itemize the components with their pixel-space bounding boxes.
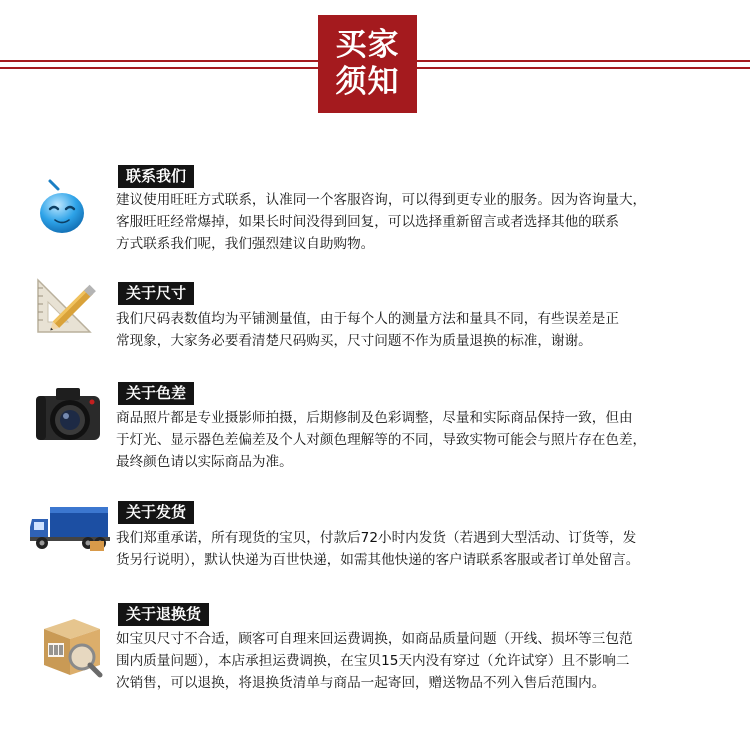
page-title-line1: 买家 [335, 27, 400, 63]
text-line: 商品照片都是专业摄影师拍摄，后期修制及色彩调整，尽量和实际商品保持一致，但由 [116, 410, 633, 426]
section-label: 关于发货 [118, 501, 194, 524]
text-line: 建议使用旺旺方式联系，认准同一个客服咨询，可以得到更专业的服务。因为咨询量大， [116, 192, 647, 208]
section-label: 关于退换货 [118, 603, 209, 626]
text-line: 如宝贝尺寸不合适，顾客可自理来回运费调换，如商品质量问题（开线、损坏等三包范 [116, 631, 633, 647]
section-text [116, 308, 619, 352]
text-line: 最终颜色请以实际商品为准。 [116, 454, 293, 470]
section-label: 关于色差 [118, 382, 194, 405]
chat-bubble-icon [30, 175, 108, 245]
text-line: 次销售，可以退换，将退换货清单与商品一起寄回，赠送物品不列入售后范围内。 [116, 675, 606, 691]
section-text [116, 628, 633, 694]
section-label: 联系我们 [118, 165, 194, 188]
camera-icon [30, 382, 108, 452]
section-text [116, 407, 646, 473]
text-line: 常现象，大家务必要看清楚尺码购买，尺寸问题不作为质量退换的标准，谢谢。 [116, 333, 592, 349]
page-title [318, 15, 417, 113]
section-label: 关于尺寸 [118, 282, 194, 305]
section-text [116, 527, 639, 571]
package-search-icon [38, 613, 116, 683]
text-line: 我们尺码表数值均为平铺测量值，由于每个人的测量方法和量具不同，有些误差是正 [116, 311, 619, 327]
text-line: 围内质量问题），本店承担运费调换，在宝贝15天内没有穿过（允许试穿）且不影响二 [116, 653, 630, 669]
text-line: 客服旺旺经常爆掉，如果长时间没得到回复，可以选择重新留言或者选择其他的联系 [116, 214, 619, 230]
section-text [116, 189, 646, 255]
page-title-line2: 须知 [335, 64, 400, 100]
delivery-truck-icon [28, 501, 112, 571]
text-line: 于灯光、显示器色差偏差及个人对颜色理解等的不同，导致实物可能会与照片存在色差， [116, 432, 647, 448]
text-line: 我们郑重承诺，所有现货的宝贝，付款后72小时内发货（若遇到大型活动、订货等，发 [116, 530, 637, 546]
text-line: 方式联系我们呢，我们强烈建议自助购物。 [116, 236, 375, 252]
text-line: 货另行说明），默认快递为百世快递，如需其他快递的客户请联系客服或者订单处留言。 [116, 552, 640, 568]
ruler-pencil-icon [30, 272, 108, 342]
